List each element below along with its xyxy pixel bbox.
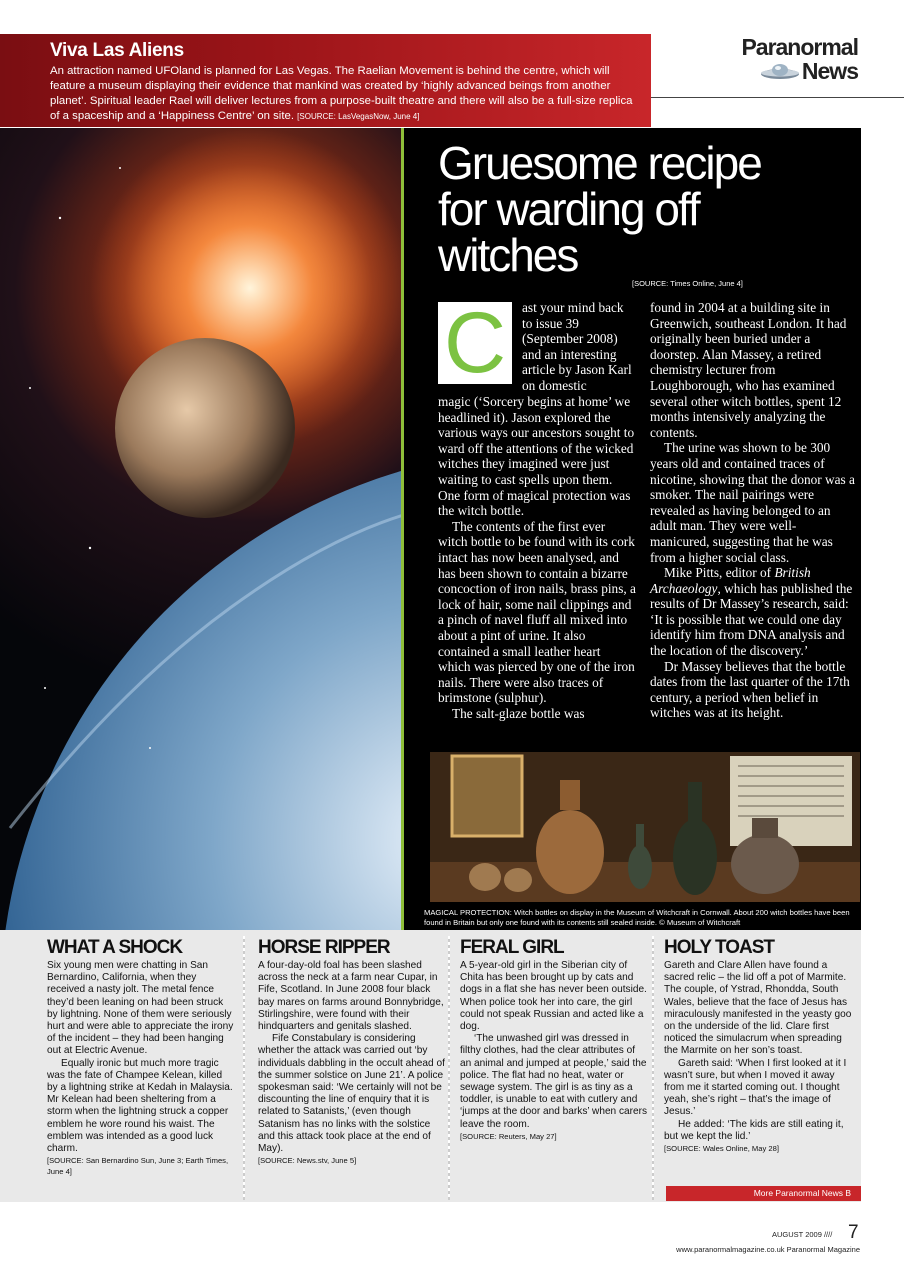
article-paragraph-3-start: The salt-glaze bottle was [452,705,585,721]
news-paragraph: A four-day-old foal has been slashed across the neck at a farm near Cupar, in Fife, Scotland. In June 2008 four black bay mares on farms around Bonnybridge, Stirlingshire, were found with their hindquarters and genitals slashed. [258,960,444,1033]
banner-source: [SOURCE: LasVegasNow, June 4] [297,112,420,121]
news-paragraph: Fife Constabulary is considering whether the attack was carried out ‘by individuals dabbling in the occult ahead of the summer solstice on June 21’. A police spokesman said: ‘We certainly will not be discounting the line of enquiry that it is related to Satanists,’ (even though Satanism has no links with the solstice and this attack took place at the end of May). [258,1033,445,1155]
news-banner [0,34,651,127]
ufo-icon [760,62,800,82]
banner-body: An attraction named UFOland is planned for Las Vegas. The Raelian Movement is behind the centre, which will feature a museum displaying their evidence that mankind was created by ‘highly advanced beings from another planet’. Spiritual leader Rael will deliver lectures from a purpose-built theatre and there will also be a full-size replica of a spaceship and a ‘Happiness Centre’ on site. [50,65,633,122]
p5-text-a: Mike Pitts, editor of [664,565,775,581]
column-divider [243,936,245,1200]
news-paragraph: ‘The unwashed girl was dressed in filthy clothes, had the clear attributes of an animal and jumped at people,’ said the police. The flat had no heat, water or sewage system. The girl is as tiny as a toddler, is unable to eat with cutlery and ‘jumps at the door and barks’ when carers leave the room. [460,1033,648,1130]
news-paragraph: Gareth and Clare Allen have found a sacred relic – the lid off a pot of Marmite. The couple, of Ystrad, Rhondda, South Wales, believe that the face of Jesus has miraculously manifested in the yeasty goo on the underside of the lid. Clare first noticed the simulacrum when spreading the Marmite on her son’s toast. [664,960,852,1057]
headline-line-1: Gruesome recipe [438,137,761,189]
logo-line1: Paranormal [741,34,858,60]
article-intro: ast your mind back to issue 39 (September 2008) and an interesting article by Jason Karl on domestic [522,300,632,393]
article-paragraph-6: Dr Massey believes that the bottle dates from the last quarter of the 17th century, a period when belief in witches was at its height. [650,658,850,721]
news-item-holy-toast [664,938,852,1155]
news-item-feral-girl [460,938,648,1142]
news-title: WHAT A SHOCK [47,937,183,958]
witch-bottles-artwork [430,752,860,902]
banner-text [50,64,641,124]
news-source: [SOURCE: Reuters, May 27] [460,1131,557,1141]
news-paragraph: Gareth said: ‘When I first looked at it I wasn’t sure, but when I moved it away from me it started coming out. I thought yeah, she’s right – that’s the image of Jesus.’ [664,1057,847,1118]
column-divider [652,936,654,1200]
headline-line-3: witches [438,229,578,281]
issue-date: AUGUST 2009 //// [772,1230,833,1239]
photo-caption: MAGICAL PROTECTION: Witch bottles on display in the Museum of Witchcraft in Cornwall. About 200 witch bottles have been found in Britain but only one found with its contents still sealed inside. © Museum of Witchcraft [424,908,850,927]
page-number: 7 [848,1222,859,1243]
article-column-2 [650,300,855,721]
news-paragraph: He added: ‘The kids are still eating it, but we kept the lid.’ [664,1118,844,1142]
article-paragraph-3-end: found in 2004 at a building site in Greenwich, southeast London. It had originally been buried under a doorstep. Alan Massey, a retired chemistry lecturer from Loughborough, who has examined several other witch bottles, spent 12 months intensively analyzing the contents. [650,300,847,440]
header-rule [651,97,904,98]
article-column-1 [438,394,636,721]
news-source: [SOURCE: Wales Online, May 28] [664,1144,779,1154]
news-title: FERAL GIRL [460,937,564,958]
news-paragraph: A 5-year-old girl in the Siberian city of Chita has been brought up by cats and dogs in a flat she has never been outside. When police took her into care, the girl could not speak Russian and acted like a dog. [460,960,647,1033]
magazine-url: www.paranormalmagazine.co.uk Paranormal Magazine [676,1245,860,1254]
article-source: [SOURCE: Times Online, June 4] [632,279,743,288]
article-headline [438,137,858,281]
article-paragraph-1: magic (‘Sorcery begins at home’ we headlined it). Jason explored the various ways our ancestors sought to ward off the attentions of the wicked witches they imagined were just waiting to cast spells upon them. One form of magical protection was the witch bottle. [438,394,635,519]
news-title: HORSE RIPPER [258,937,390,958]
publication-name: British Archaeology [650,565,811,596]
more-news-link[interactable]: More Paranormal News B [666,1186,861,1201]
witch-bottles-photo [430,752,860,902]
news-item-horse-ripper [258,938,446,1167]
headline-line-2: for warding off [438,183,699,235]
article-paragraph-2: The contents of the first ever witch bottle to be found with its cork intact has now been analysed, and has been shown to contain a bizarre concoction of iron nails, brass pins, a lock of hair, some nail clippings and a pinch of navel fluff all mixed into about a pint of urine. It also contained a small leather heart which was pierced by one of the iron nails. There were also traces of brimstone (sulphur). [438,518,636,706]
article-paragraph-5 [650,565,855,659]
logo-line2: News [801,58,858,84]
news-paragraph: Six young men were chatting in San Bernardino, California, when they received a nasty jolt. The metal fence they’d been leaning on had been struck by lightning. None of them were seriously hurt and were able to appreciate the irony of the incident – they had been hanging out at Electric Avenue. [47,960,234,1057]
paranormal-news-logo [716,34,866,90]
drop-cap: C [438,302,512,384]
planet-artwork [0,128,404,930]
banner-title: Viva Las Aliens [50,40,184,61]
news-source: [SOURCE: San Bernardino Sun, June 3; Earth Times, June 4] [47,1156,229,1176]
news-paragraph: Equally ironic but much more tragic was the fate of Champee Kelean, killed by a lightning strike at Kedah in Malaysia. Mr Kelean had been sheltering from a storm when the lightning struck a copper emblem he wore round his waist. The emblem was intended as a good luck charm. [47,1057,233,1155]
p5-text-b: , which has published the results of Dr Massey’s research, said: ‘It is possible that we could one day identify him from DNA analysis and the location of the discovery.’ [650,580,853,659]
planet-illustration [0,128,404,930]
column-divider [448,936,450,1200]
news-item-what-a-shock [47,938,235,1177]
news-title: HOLY TOAST [664,937,775,958]
news-source: [SOURCE: News.stv, June 5] [258,1156,357,1166]
article-paragraph-4: The urine was shown to be 300 years old and contained traces of nicotine, showing that the donor was a smoker. The nail pairings were revealed as having belonged to an adult man. They were well-manicured, suggesting that he was from a higher social class. [650,440,855,565]
